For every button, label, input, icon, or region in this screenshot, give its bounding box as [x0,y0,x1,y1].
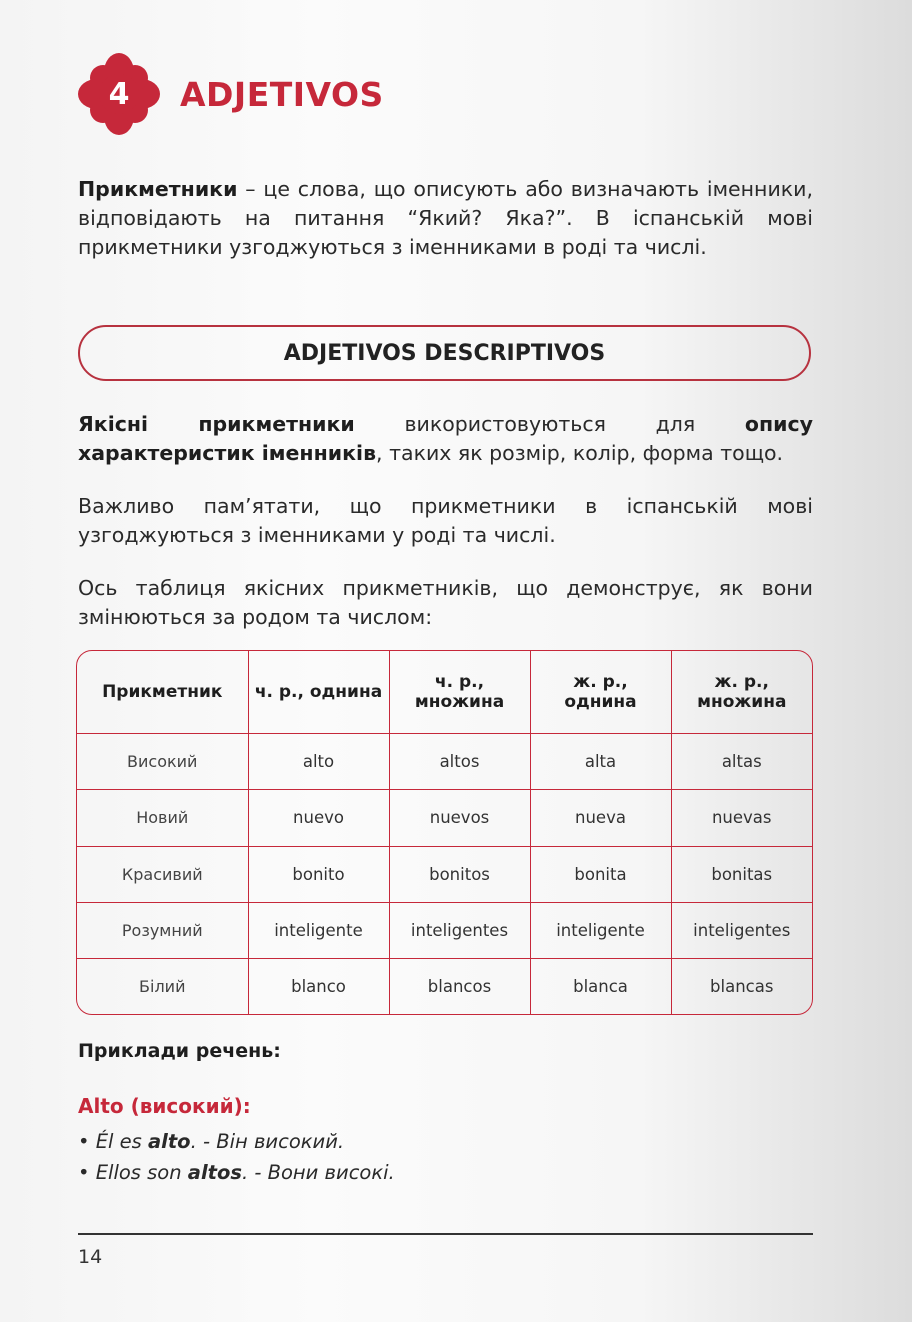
table-row [77,734,812,790]
table-cell: Новий [77,790,248,846]
list-item [78,1157,395,1188]
examples-title: Приклади речень: [78,1040,281,1062]
table-cell: inteligente [530,902,671,958]
para1-bold-1: Якісні прикметники [78,412,355,436]
table-header-row [77,651,812,734]
table-row [77,790,812,846]
table-cell: inteligente [248,902,389,958]
example-list [78,1126,395,1188]
table-cell: nuevo [248,790,389,846]
intro-text: – це слова, що описують або визначають іменники, відповідають на питання “Який? Яка?”. В іспанській мові прикметники узгоджуються з іменниками в роді та числі. [78,177,813,259]
table-cell: bonitas [671,846,812,902]
table-cell: alta [530,734,671,790]
table-row [77,846,812,902]
table-cell: inteligentes [671,902,812,958]
table-cell: blanco [248,958,389,1014]
table-cell: nuevas [671,790,812,846]
example-post: . - Вони високі. [241,1161,395,1184]
list-item [78,1126,395,1157]
table-cell: blanca [530,958,671,1014]
table-cell: altos [389,734,530,790]
table-cell: nueva [530,790,671,846]
para1-bold-2: опису характеристик іменників [78,412,813,465]
footer-divider [78,1233,813,1235]
table-cell: altas [671,734,812,790]
table-cell: Білий [77,958,248,1014]
table-cell: alto [248,734,389,790]
table-cell: bonita [530,846,671,902]
section-title: ADJETIVOS DESCRIPTIVOS [283,340,606,366]
header-masc-singular: ч. р., однина [248,651,389,734]
para1-text-1: використовуються для [354,412,745,436]
table-cell: bonitos [389,846,530,902]
section-heading-box [78,325,811,381]
header-fem-plural: ж. р., множина [671,651,812,734]
flower-badge-icon [76,52,162,136]
header-adjective: Прикметник [77,651,248,734]
table-cell: blancos [389,958,530,1014]
header-masc-plural: ч. р., множина [389,651,530,734]
table-cell: Красивий [77,846,248,902]
intro-paragraph [78,175,813,262]
example-bold: alto [148,1130,191,1153]
adjectives-table [76,650,813,1015]
table-row [77,902,812,958]
table-cell: Високий [77,734,248,790]
example-pre: Él es [95,1130,148,1153]
table-cell: blancas [671,958,812,1014]
page-number: 14 [78,1246,103,1268]
chapter-header [76,52,384,136]
paragraph-table-intro: Ось таблиця якісних прикметників, що демонструє, як вони змінюються за родом та числом: [78,576,813,629]
example-bold: altos [187,1161,242,1184]
paragraph-agreement: Важливо пам’ятати, що прикметники в іспанській мові узгоджуються з іменниками у роді та числі. [78,494,813,547]
example-heading: Alto (високий): [78,1094,251,1118]
intro-bold: Прикметники [78,177,238,201]
table-row [77,958,812,1014]
paragraph-descriptive [78,410,813,468]
table-cell: bonito [248,846,389,902]
header-fem-singular: ж. р., однина [530,651,671,734]
chapter-title: ADJETIVOS [180,74,384,114]
table-cell: Розумний [77,902,248,958]
table-cell: nuevos [389,790,530,846]
para1-text-2: , таких як розмір, колір, форма тощо. [376,441,784,465]
chapter-number: 4 [108,76,130,112]
example-post: . - Він високий. [190,1130,345,1153]
example-pre: Ellos son [95,1161,188,1184]
table-cell: inteligentes [389,902,530,958]
